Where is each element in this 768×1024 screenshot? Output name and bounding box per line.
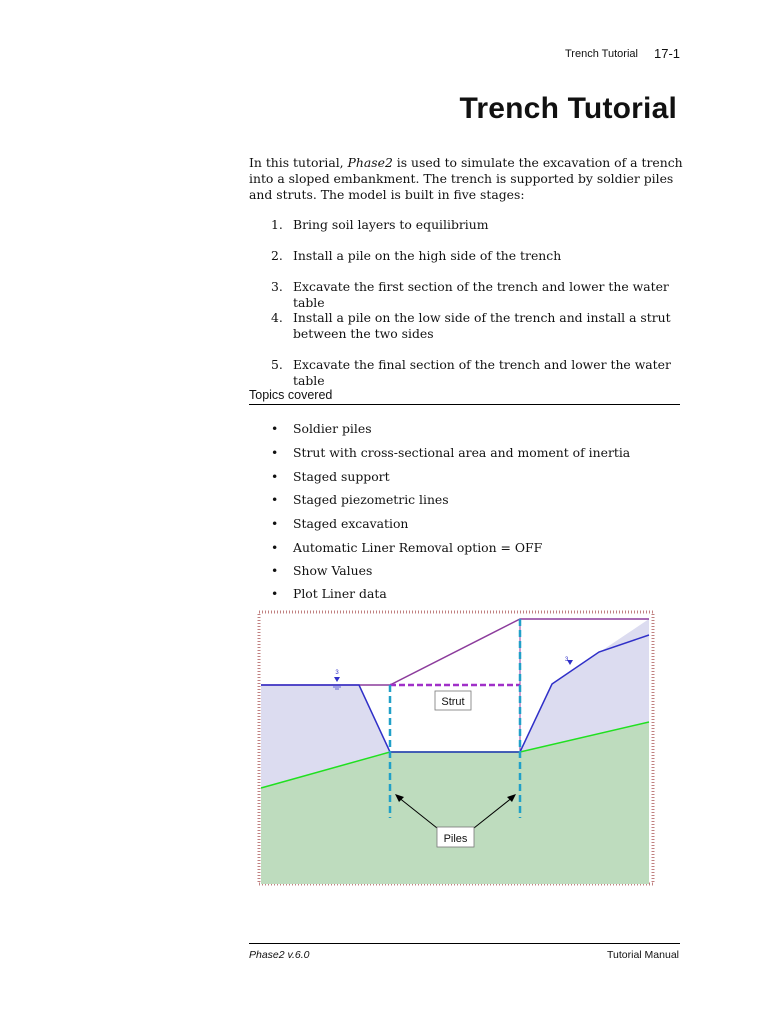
bullet-icon: • [271,445,279,460]
topic-text: Soldier piles [293,421,372,436]
piles-label: Piles [443,833,468,845]
intro-text-end: is used to simulate the excavation of a trench into a sloped embankment. The trench is supported by soldier piles and struts. The model is built in five stages: [249,155,683,202]
piezo-label-left: 3 [335,670,339,676]
topic-text: Staged excavation [293,516,409,531]
topics-divider [249,404,680,405]
topic-text: Staged piezometric lines [293,492,449,507]
topic-text: Strut with cross-sectional area and moment of inertia [293,445,631,460]
footer-divider [249,943,680,944]
bullet-icon: • [271,516,279,531]
topic-text: Staged support [293,469,390,484]
stage-text: Excavate the first section of the trench and lower the water table [293,279,669,310]
intro-text-start: In this tutorial, [249,155,348,170]
footer-version: Phase2 v.6.0 [249,949,310,961]
bullet-icon: • [271,492,279,507]
topic-text: Plot Liner data [293,586,387,601]
trench-model-figure [249,608,659,892]
program-name: Phase2 [347,155,393,170]
stage-number: 1. [271,217,283,232]
running-header-page-number: 17-1 [654,46,681,61]
stage-text: Bring soil layers to equilibrium [293,217,489,232]
stage-number: 4. [271,310,283,325]
bullet-icon: • [271,421,279,436]
intro-paragraph [249,155,689,203]
strut-label: Strut [441,696,465,708]
bullet-icon: • [271,586,279,601]
bullet-icon: • [271,540,279,555]
stage-number: 5. [271,357,283,372]
topic-text: Show Values [293,563,373,578]
bullet-icon: • [271,469,279,484]
bullet-icon: • [271,563,279,578]
page-title: Trench Tutorial [459,92,677,125]
footer-manual-name: Tutorial Manual [607,949,679,961]
piezo-label-right: 3 [565,657,569,663]
stage-text: Excavate the final section of the trench and lower the water table [293,357,671,388]
stage-text: Install a pile on the high side of the trench [293,248,562,263]
topics-heading: Topics covered [249,388,333,402]
topic-text: Automatic Liner Removal option = OFF [293,540,543,555]
running-header-title: Trench Tutorial [565,48,638,60]
stage-number: 2. [271,248,283,263]
stage-number: 3. [271,279,283,294]
stage-text: Install a pile on the low side of the trench and install a strut between the two sides [293,310,671,341]
